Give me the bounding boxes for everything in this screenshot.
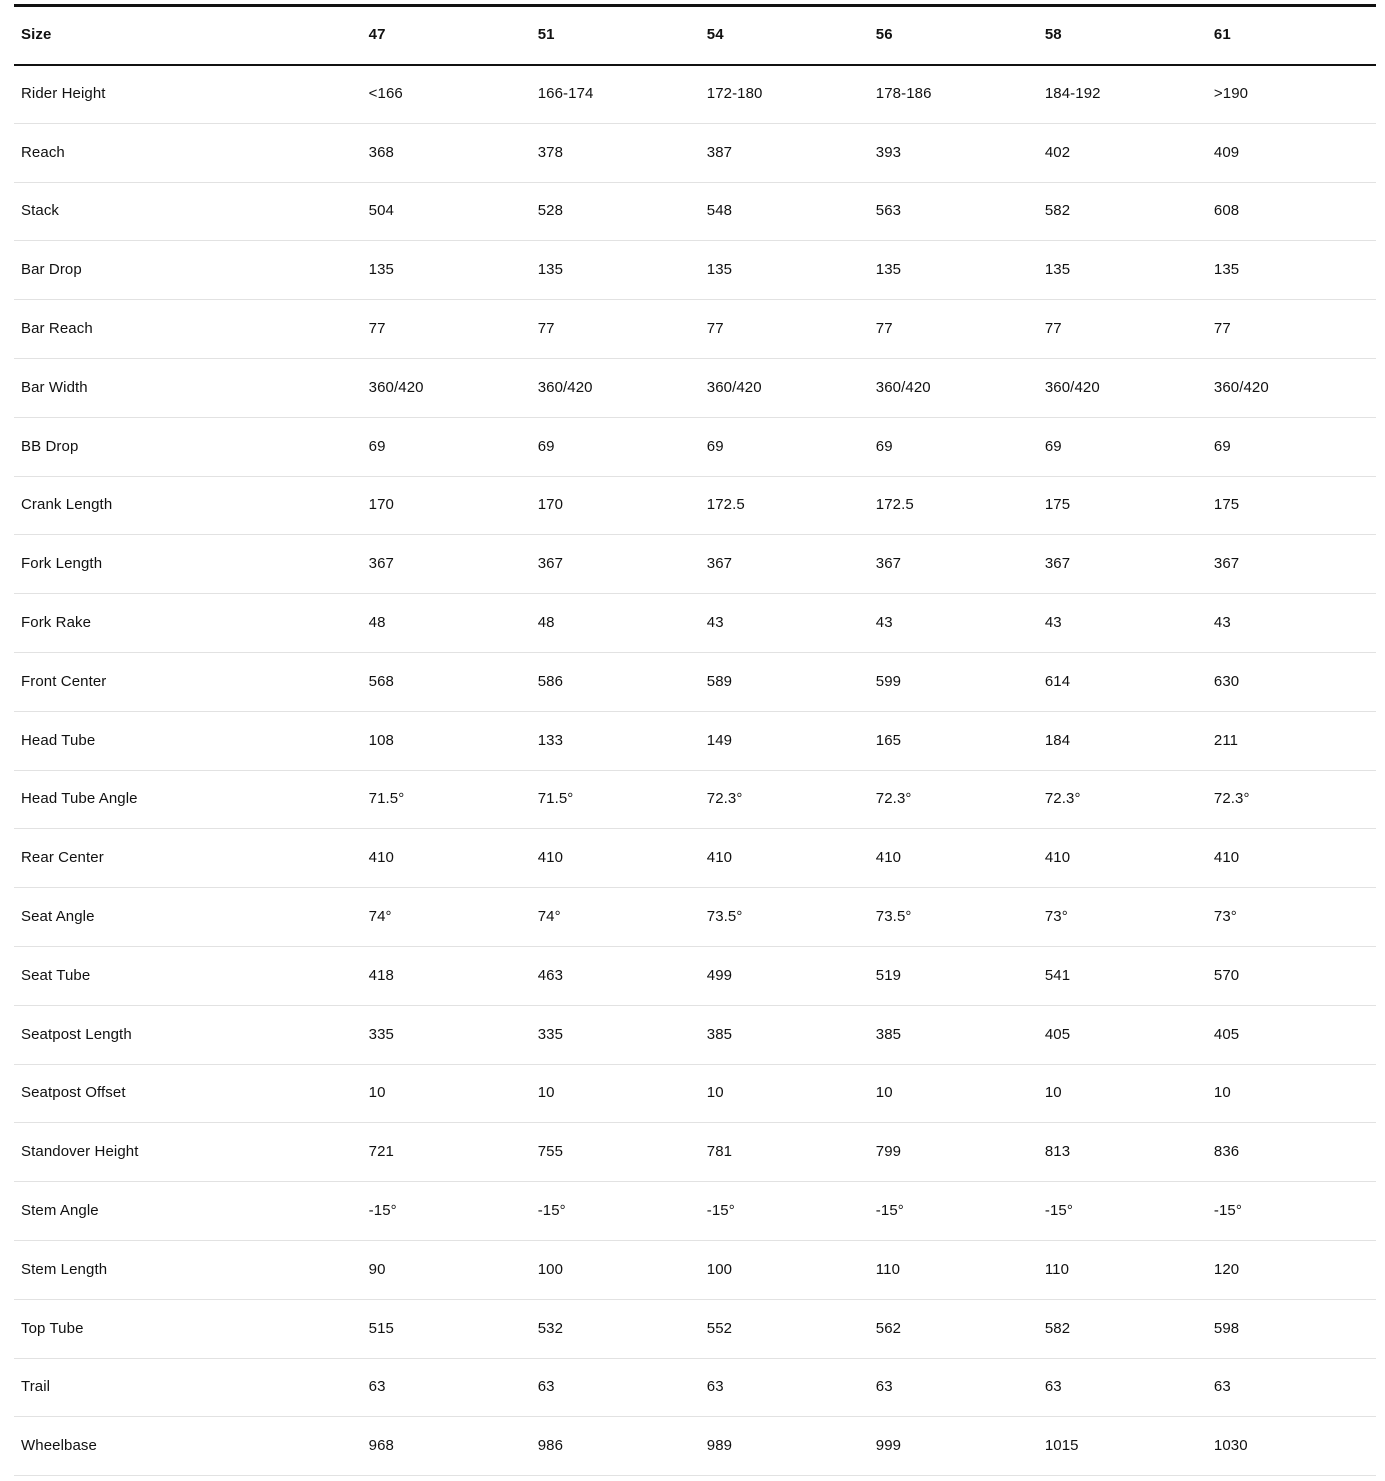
value-cell-stack-size-58: 582 (1038, 182, 1207, 241)
row-label-seatpost-length: Seatpost Length (14, 1005, 362, 1064)
value-cell-bb-drop-size-61: 69 (1207, 417, 1376, 476)
value-cell-trail-size-51: 63 (531, 1358, 700, 1417)
row-front-center (14, 652, 1376, 711)
row-label-seat-angle: Seat Angle (14, 888, 362, 947)
value-cell-bar-reach-size-56: 77 (869, 300, 1038, 359)
row-bb-drop (14, 417, 1376, 476)
value-cell-front-center-size-56: 599 (869, 652, 1038, 711)
value-cell-bar-reach-size-54: 77 (700, 300, 869, 359)
value-cell-stack-size-51: 528 (531, 182, 700, 241)
value-cell-stack-size-47: 504 (362, 182, 531, 241)
value-cell-rider-height-size-54: 172-180 (700, 65, 869, 124)
row-seat-angle (14, 888, 1376, 947)
value-cell-stem-length-size-54: 100 (700, 1240, 869, 1299)
row-label-stem-angle: Stem Angle (14, 1182, 362, 1241)
row-wheelbase (14, 1417, 1376, 1476)
value-cell-seat-angle-size-47: 74° (362, 888, 531, 947)
value-cell-top-tube-size-47: 515 (362, 1299, 531, 1358)
value-cell-top-tube-size-58: 582 (1038, 1299, 1207, 1358)
value-cell-seat-angle-size-51: 74° (531, 888, 700, 947)
value-cell-bar-drop-size-51: 135 (531, 241, 700, 300)
value-cell-bb-drop-size-47: 69 (362, 417, 531, 476)
row-trail (14, 1358, 1376, 1417)
row-reach (14, 123, 1376, 182)
value-cell-bar-reach-size-61: 77 (1207, 300, 1376, 359)
row-label-head-tube: Head Tube (14, 711, 362, 770)
value-cell-seatpost-length-size-58: 405 (1038, 1005, 1207, 1064)
value-cell-stem-angle-size-51: -15° (531, 1182, 700, 1241)
value-cell-rear-center-size-56: 410 (869, 829, 1038, 888)
column-header-47: 47 (362, 6, 531, 65)
value-cell-bar-reach-size-47: 77 (362, 300, 531, 359)
row-label-top-tube: Top Tube (14, 1299, 362, 1358)
row-label-head-tube-angle: Head Tube Angle (14, 770, 362, 829)
row-label-crank-length: Crank Length (14, 476, 362, 535)
row-label-stack: Stack (14, 182, 362, 241)
row-stack (14, 182, 1376, 241)
row-label-standover-height: Standover Height (14, 1123, 362, 1182)
column-header-56: 56 (869, 6, 1038, 65)
value-cell-head-tube-size-47: 108 (362, 711, 531, 770)
value-cell-reach-size-56: 393 (869, 123, 1038, 182)
value-cell-head-tube-angle-size-61: 72.3° (1207, 770, 1376, 829)
value-cell-reach-size-54: 387 (700, 123, 869, 182)
value-cell-fork-rake-size-51: 48 (531, 594, 700, 653)
value-cell-rear-center-size-58: 410 (1038, 829, 1207, 888)
value-cell-seatpost-offset-size-58: 10 (1038, 1064, 1207, 1123)
value-cell-bar-width-size-56: 360/420 (869, 358, 1038, 417)
header-row (14, 6, 1376, 65)
value-cell-fork-rake-size-47: 48 (362, 594, 531, 653)
row-fork-rake (14, 594, 1376, 653)
value-cell-crank-length-size-61: 175 (1207, 476, 1376, 535)
value-cell-bar-width-size-47: 360/420 (362, 358, 531, 417)
value-cell-stem-angle-size-61: -15° (1207, 1182, 1376, 1241)
value-cell-head-tube-angle-size-51: 71.5° (531, 770, 700, 829)
value-cell-fork-length-size-56: 367 (869, 535, 1038, 594)
value-cell-standover-height-size-56: 799 (869, 1123, 1038, 1182)
value-cell-front-center-size-61: 630 (1207, 652, 1376, 711)
row-rear-center (14, 829, 1376, 888)
row-seat-tube (14, 946, 1376, 1005)
row-label-fork-rake: Fork Rake (14, 594, 362, 653)
value-cell-bar-reach-size-51: 77 (531, 300, 700, 359)
value-cell-seat-angle-size-58: 73° (1038, 888, 1207, 947)
value-cell-front-center-size-58: 614 (1038, 652, 1207, 711)
value-cell-stem-angle-size-56: -15° (869, 1182, 1038, 1241)
value-cell-seat-tube-size-61: 570 (1207, 946, 1376, 1005)
value-cell-rider-height-size-61: >190 (1207, 65, 1376, 124)
value-cell-bar-drop-size-47: 135 (362, 241, 531, 300)
value-cell-stem-angle-size-47: -15° (362, 1182, 531, 1241)
value-cell-fork-length-size-47: 367 (362, 535, 531, 594)
value-cell-stack-size-56: 563 (869, 182, 1038, 241)
value-cell-fork-rake-size-58: 43 (1038, 594, 1207, 653)
value-cell-stem-length-size-58: 110 (1038, 1240, 1207, 1299)
value-cell-wheelbase-size-47: 968 (362, 1417, 531, 1476)
value-cell-trail-size-58: 63 (1038, 1358, 1207, 1417)
value-cell-rider-height-size-51: 166-174 (531, 65, 700, 124)
value-cell-seat-tube-size-54: 499 (700, 946, 869, 1005)
value-cell-seatpost-offset-size-51: 10 (531, 1064, 700, 1123)
value-cell-bar-width-size-61: 360/420 (1207, 358, 1376, 417)
row-seatpost-offset (14, 1064, 1376, 1123)
row-head-tube (14, 711, 1376, 770)
value-cell-head-tube-size-54: 149 (700, 711, 869, 770)
value-cell-head-tube-size-58: 184 (1038, 711, 1207, 770)
row-label-fork-length: Fork Length (14, 535, 362, 594)
value-cell-seatpost-offset-size-54: 10 (700, 1064, 869, 1123)
row-label-bar-drop: Bar Drop (14, 241, 362, 300)
value-cell-top-tube-size-56: 562 (869, 1299, 1038, 1358)
row-crank-length (14, 476, 1376, 535)
value-cell-front-center-size-51: 586 (531, 652, 700, 711)
value-cell-seat-angle-size-54: 73.5° (700, 888, 869, 947)
row-label-bb-drop: BB Drop (14, 417, 362, 476)
row-fork-length (14, 535, 1376, 594)
value-cell-fork-rake-size-56: 43 (869, 594, 1038, 653)
row-label-rear-center: Rear Center (14, 829, 362, 888)
value-cell-fork-length-size-54: 367 (700, 535, 869, 594)
value-cell-standover-height-size-54: 781 (700, 1123, 869, 1182)
column-header-size: Size (14, 6, 362, 65)
value-cell-wheelbase-size-54: 989 (700, 1417, 869, 1476)
value-cell-seatpost-offset-size-56: 10 (869, 1064, 1038, 1123)
column-header-54: 54 (700, 6, 869, 65)
value-cell-seatpost-length-size-61: 405 (1207, 1005, 1376, 1064)
value-cell-bb-drop-size-56: 69 (869, 417, 1038, 476)
value-cell-rear-center-size-51: 410 (531, 829, 700, 888)
value-cell-bar-width-size-58: 360/420 (1038, 358, 1207, 417)
value-cell-fork-length-size-61: 367 (1207, 535, 1376, 594)
value-cell-fork-rake-size-54: 43 (700, 594, 869, 653)
value-cell-crank-length-size-54: 172.5 (700, 476, 869, 535)
value-cell-seatpost-length-size-47: 335 (362, 1005, 531, 1064)
value-cell-bar-drop-size-58: 135 (1038, 241, 1207, 300)
value-cell-wheelbase-size-51: 986 (531, 1417, 700, 1476)
value-cell-trail-size-54: 63 (700, 1358, 869, 1417)
value-cell-top-tube-size-51: 532 (531, 1299, 700, 1358)
value-cell-trail-size-56: 63 (869, 1358, 1038, 1417)
value-cell-stem-angle-size-58: -15° (1038, 1182, 1207, 1241)
value-cell-bar-drop-size-61: 135 (1207, 241, 1376, 300)
row-top-tube (14, 1299, 1376, 1358)
value-cell-head-tube-angle-size-47: 71.5° (362, 770, 531, 829)
value-cell-bb-drop-size-58: 69 (1038, 417, 1207, 476)
value-cell-bb-drop-size-51: 69 (531, 417, 700, 476)
value-cell-front-center-size-54: 589 (700, 652, 869, 711)
value-cell-seatpost-length-size-51: 335 (531, 1005, 700, 1064)
value-cell-seatpost-offset-size-47: 10 (362, 1064, 531, 1123)
value-cell-stem-length-size-47: 90 (362, 1240, 531, 1299)
value-cell-rider-height-size-58: 184-192 (1038, 65, 1207, 124)
value-cell-standover-height-size-58: 813 (1038, 1123, 1207, 1182)
value-cell-reach-size-61: 409 (1207, 123, 1376, 182)
table-header (14, 6, 1376, 65)
value-cell-wheelbase-size-58: 1015 (1038, 1417, 1207, 1476)
value-cell-stem-length-size-56: 110 (869, 1240, 1038, 1299)
row-label-front-center: Front Center (14, 652, 362, 711)
value-cell-trail-size-61: 63 (1207, 1358, 1376, 1417)
row-bar-reach (14, 300, 1376, 359)
column-header-61: 61 (1207, 6, 1376, 65)
row-stem-angle (14, 1182, 1376, 1241)
row-label-trail: Trail (14, 1358, 362, 1417)
value-cell-bar-drop-size-56: 135 (869, 241, 1038, 300)
value-cell-bar-reach-size-58: 77 (1038, 300, 1207, 359)
row-seatpost-length (14, 1005, 1376, 1064)
value-cell-head-tube-size-56: 165 (869, 711, 1038, 770)
value-cell-top-tube-size-61: 598 (1207, 1299, 1376, 1358)
value-cell-bar-width-size-51: 360/420 (531, 358, 700, 417)
value-cell-bb-drop-size-54: 69 (700, 417, 869, 476)
row-stem-length (14, 1240, 1376, 1299)
value-cell-seat-tube-size-56: 519 (869, 946, 1038, 1005)
value-cell-seatpost-offset-size-61: 10 (1207, 1064, 1376, 1123)
value-cell-top-tube-size-54: 552 (700, 1299, 869, 1358)
value-cell-head-tube-angle-size-58: 72.3° (1038, 770, 1207, 829)
value-cell-reach-size-51: 378 (531, 123, 700, 182)
value-cell-crank-length-size-47: 170 (362, 476, 531, 535)
value-cell-rider-height-size-56: 178-186 (869, 65, 1038, 124)
value-cell-head-tube-size-61: 211 (1207, 711, 1376, 770)
value-cell-crank-length-size-56: 172.5 (869, 476, 1038, 535)
row-label-reach: Reach (14, 123, 362, 182)
row-rider-height (14, 65, 1376, 124)
value-cell-reach-size-47: 368 (362, 123, 531, 182)
value-cell-standover-height-size-51: 755 (531, 1123, 700, 1182)
value-cell-wheelbase-size-56: 999 (869, 1417, 1038, 1476)
value-cell-crank-length-size-51: 170 (531, 476, 700, 535)
value-cell-seat-tube-size-58: 541 (1038, 946, 1207, 1005)
value-cell-reach-size-58: 402 (1038, 123, 1207, 182)
value-cell-fork-rake-size-61: 43 (1207, 594, 1376, 653)
value-cell-seat-angle-size-56: 73.5° (869, 888, 1038, 947)
value-cell-stack-size-61: 608 (1207, 182, 1376, 241)
value-cell-wheelbase-size-61: 1030 (1207, 1417, 1376, 1476)
value-cell-seat-tube-size-51: 463 (531, 946, 700, 1005)
row-label-bar-reach: Bar Reach (14, 300, 362, 359)
value-cell-bar-width-size-54: 360/420 (700, 358, 869, 417)
column-header-51: 51 (531, 6, 700, 65)
row-bar-drop (14, 241, 1376, 300)
row-head-tube-angle (14, 770, 1376, 829)
value-cell-bar-drop-size-54: 135 (700, 241, 869, 300)
row-label-bar-width: Bar Width (14, 358, 362, 417)
value-cell-seat-angle-size-61: 73° (1207, 888, 1376, 947)
row-label-rider-height: Rider Height (14, 65, 362, 124)
table-body (14, 65, 1376, 1476)
value-cell-rear-center-size-61: 410 (1207, 829, 1376, 888)
value-cell-head-tube-size-51: 133 (531, 711, 700, 770)
value-cell-head-tube-angle-size-56: 72.3° (869, 770, 1038, 829)
row-label-stem-length: Stem Length (14, 1240, 362, 1299)
row-label-seatpost-offset: Seatpost Offset (14, 1064, 362, 1123)
value-cell-crank-length-size-58: 175 (1038, 476, 1207, 535)
value-cell-standover-height-size-47: 721 (362, 1123, 531, 1182)
value-cell-stack-size-54: 548 (700, 182, 869, 241)
row-standover-height (14, 1123, 1376, 1182)
value-cell-stem-angle-size-54: -15° (700, 1182, 869, 1241)
value-cell-rear-center-size-47: 410 (362, 829, 531, 888)
value-cell-head-tube-angle-size-54: 72.3° (700, 770, 869, 829)
row-label-wheelbase: Wheelbase (14, 1417, 362, 1476)
value-cell-fork-length-size-58: 367 (1038, 535, 1207, 594)
value-cell-stem-length-size-61: 120 (1207, 1240, 1376, 1299)
value-cell-seatpost-length-size-54: 385 (700, 1005, 869, 1064)
value-cell-stem-length-size-51: 100 (531, 1240, 700, 1299)
row-bar-width (14, 358, 1376, 417)
value-cell-rear-center-size-54: 410 (700, 829, 869, 888)
value-cell-seatpost-length-size-56: 385 (869, 1005, 1038, 1064)
value-cell-trail-size-47: 63 (362, 1358, 531, 1417)
geometry-table (14, 4, 1376, 1476)
row-label-seat-tube: Seat Tube (14, 946, 362, 1005)
value-cell-front-center-size-47: 568 (362, 652, 531, 711)
value-cell-fork-length-size-51: 367 (531, 535, 700, 594)
value-cell-standover-height-size-61: 836 (1207, 1123, 1376, 1182)
value-cell-seat-tube-size-47: 418 (362, 946, 531, 1005)
value-cell-rider-height-size-47: <166 (362, 65, 531, 124)
column-header-58: 58 (1038, 6, 1207, 65)
